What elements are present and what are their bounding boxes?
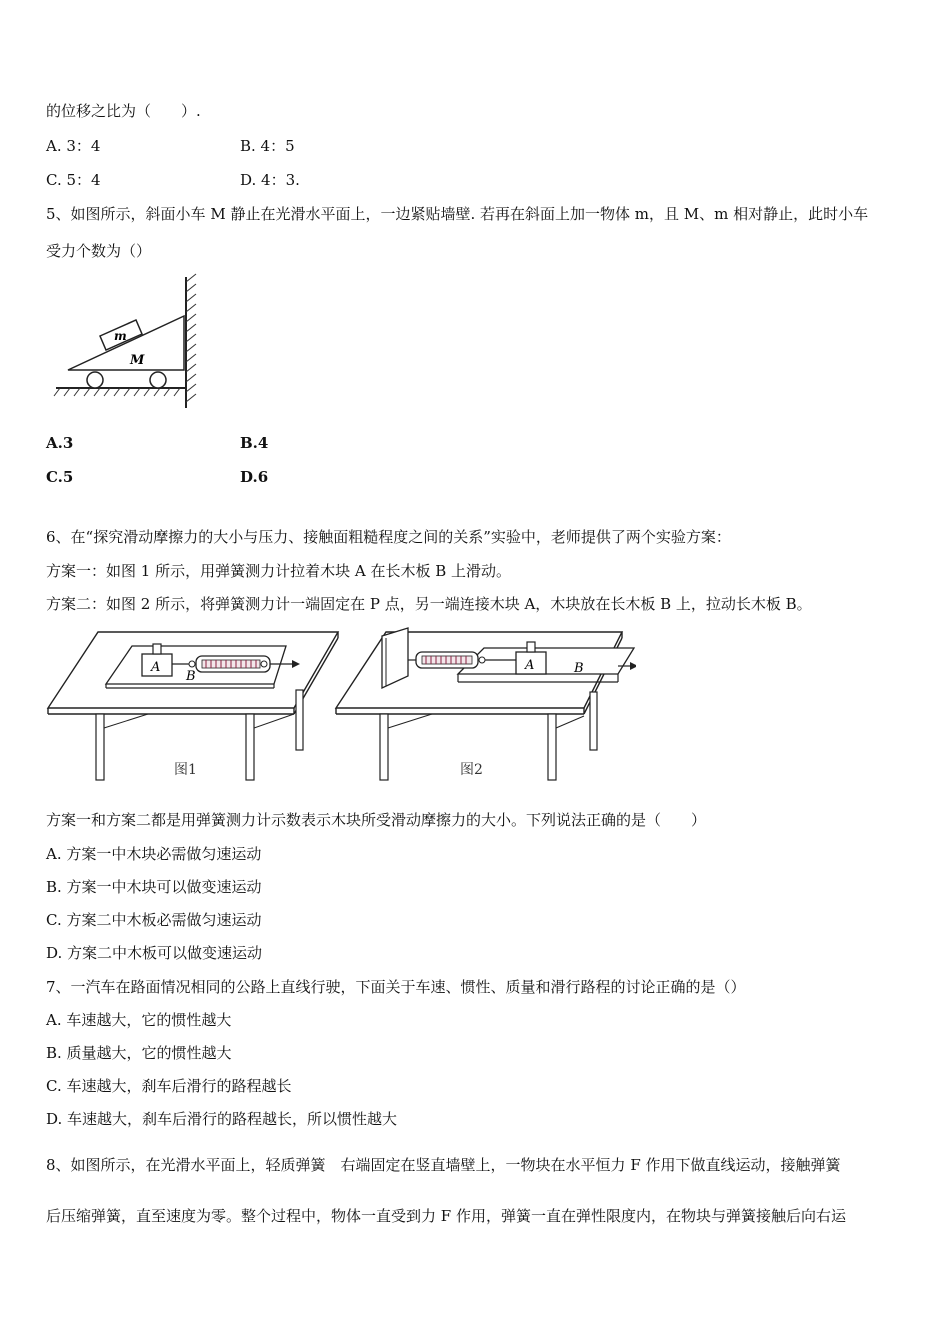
q5-option-d: D.6 [240,468,269,486]
q5-stem-line1: 5、如图所示，斜面小车 M 静止在光滑水平面上，一边紧贴墙壁. 若再在斜面上加一物体 m，且 M、m 相对静止，此时小车 [46,205,869,223]
q5-figure-incline-cart [50,272,210,414]
q4-option-d: D. 4：3. [240,171,300,189]
q5-block-label: m [114,329,127,343]
q7-option-b: B. 质量越大，它的惯性越大 [46,1044,232,1062]
q5-option-c: C.5 [46,468,74,486]
q6-option-b: B. 方案一中木块可以做变速运动 [46,878,262,896]
q5-right-wheel [150,372,166,388]
q5-option-b: B.4 [240,434,269,452]
q5-option-a: A.3 [46,434,74,452]
q6-fig2-label-b: B [574,661,584,676]
q6-fig2-caption: 图2 [460,762,483,778]
q4-option-c: C. 5：4 [46,171,101,189]
q8-stem-line1: 8、如图所示，在光滑水平面上，轻质弹簧 右端固定在竖直墙壁上，一物块在水平恒力 F 作用下做直线运动，接触弹簧 [46,1156,841,1174]
q4-option-b: B. 4：5 [240,137,295,155]
q4-stem-tail: 的位移之比为（ ）. [46,102,201,120]
q7-option-c: C. 车速越大，刹车后滑行的路程越长 [46,1077,292,1095]
q6-fig1-caption: 图1 [174,762,197,778]
q6-fig1-label-a: A [151,660,161,675]
q6-option-d: D. 方案二中木板可以做变速运动 [46,944,263,962]
q5-left-wheel [87,372,103,388]
q7-stem: 7、一汽车在路面情况相同的公路上直线行驶，下面关于车速、惯性、质量和滑行路程的讨论正确的是（） [46,978,746,996]
q8-stem-line2: 后压缩弹簧，直至速度为零。整个过程中，物体一直受到力 F 作用，弹簧一直在弹性限度内，在物块与弹簧接触后向右运 [46,1207,846,1225]
q5-stem-line2: 受力个数为（） [46,242,152,260]
q5-cart-label: M [130,353,145,368]
q6-option-a: A. 方案一中木块必需做匀速运动 [46,845,262,863]
q7-option-a: A. 车速越大，它的惯性越大 [46,1011,232,1029]
q6-fig2-label-a: A [525,658,535,673]
q7-option-d: D. 车速越大，刹车后滑行的路程越长，所以惯性越大 [46,1110,398,1128]
q6-option-c: C. 方案二中木板必需做匀速运动 [46,911,262,929]
q6-stem-line2: 方案一：如图 1 所示，用弹簧测力计拉着木块 A 在长木板 B 上滑动。 [46,562,512,580]
q6-stem-line3: 方案二：如图 2 所示，将弹簧测力计一端固定在 P 点，另一端连接木块 A，木块放在长木板 B 上，拉动长木板 B。 [46,595,812,613]
q6-figure-1 [46,630,346,782]
q6-fig1-label-b: B [186,669,196,684]
q6-figure-2 [334,626,636,782]
q6-question: 方案一和方案二都是用弹簧测力计示数表示木块所受滑动摩擦力的大小。下列说法正确的是（ ） [46,811,707,829]
q4-option-a: A. 3：4 [46,137,101,155]
q6-stem-line1: 6、在“探究滑动摩擦力的大小与压力、接触面粗糙程度之间的关系”实验中，老师提供了两个实验方案： [46,528,731,546]
